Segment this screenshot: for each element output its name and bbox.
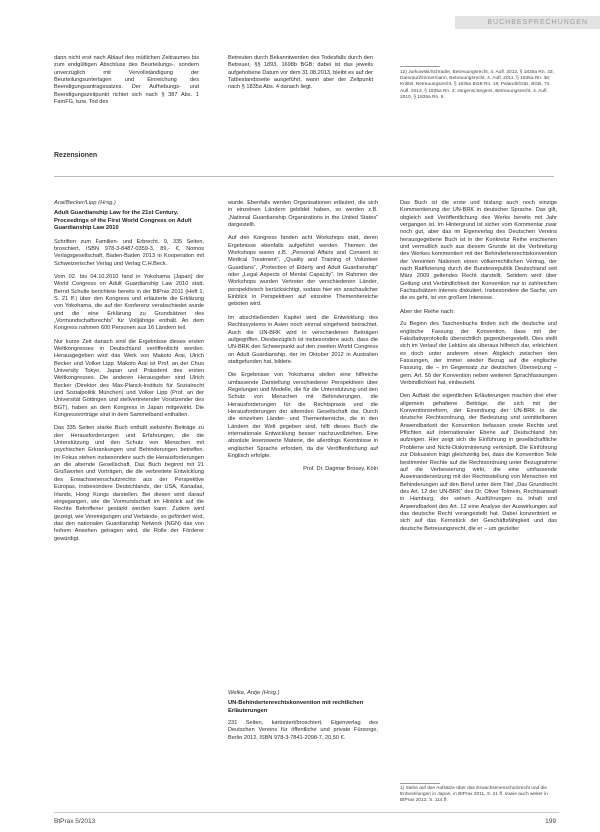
review-1-paragraph-2: Nur kurze Zeit danach sind die Ergebnisse dieses ersten Weltkongresses in Deutschland veröffentlicht worden. Herausgegeben wird das Werk von Makoto Arai, Ulrich Becker und Volker Lipp. Makoto Arai ist Prof. an der Chuo University Tokyo, Japan und Präsident des ersten Weltkongresses. Die anderen Herausgeber sind Ulrich Becker (Direktor des Max-Planck-Instituts für Sozialrecht und Sozialpolitik München) und Volker Lipp (Prof. an der Universität Göttingen und stellvertretender Vorsitzender des BGT), haben an dem Kongress in Japan mitgewirkt. Die Kongressvorträge sind in dem Sammelband enthalten. xyxy=(54,338,204,419)
review-1-column-1 xyxy=(54,200,204,543)
review-2-paragraph-3: Den Auftakt der eigentlichen Erläuterungen machen drei eher allgemein gehaltene Beiträge, die sich mit der Konventionsreform, der Einordnung der UN-BRK in die deutsche Rechtsordnung, der Bedeutung und unmittelbaren Anwendbarkeit der Konvention befassen sowie Rechte und Pflichten auf internationaler Ebene auf Deutschland hin aufzeigen. Hier zeigt sich die Einführung in gesellschaftliche Probleme und Nicht-Diskriminierung verknüpft. Die Einführung zur Diskussion trägt gleichzeitig bei, dass die Konvention Teile bestimmter Rechte auf die Rechtsordnung unter Bezugnahme auf die Verbesserung wirkt, die eine umfassende Auseinandersetzung mit der Rechtsstellung von Menschen mit Behinderungen auf den Beruf unter dem Titel „Das Grundrecht des Art. 12 der UN-BRK“ des Dr. Oliver Tolmein, Rechtsanwalt in Hamburg, der seinen Ausführungen zu Inhalt und Anwendbarkeit des Art. 12 eine Analyse der Auswirkungen auf das deutsche Recht vorangestellt hat. Dabei konzentriert er sich auf das Kernstück der Geschäftsfähigkeit und das deutsche Betreuungsrecht, die er – um gezielter xyxy=(400,393,557,532)
review-1-paragraph-3: Das 335 Seiten starke Buch enthält siebzehn Beiträge zu den Herausforderungen und Erfahrungen, die die Unterstützung und den Schutz von Menschen mit psychischen Erkrankungen und Behinderungen betreffen. Im Fokus stehen insbesondere auch die Herausforderungen an die alternde Gesellschaft. Das Buch beginnt mit 21 Grußworten und Vorträgen, die die verbreitete Entwicklung des Erwachsenenschutzrechts aus der Perspektive Europas, insbesondere Deutschlands, der USA, Kanadas, Irlands, Hong Kongs darstellen. Bei diesen wird darauf eingegangen, wie die Vormundschaft im Hinblick auf die Rechte Betroffener gestärkt werden kann. Zudem wird gezeigt, wie Vereinigungen und Verbände, so gefördert wird, das den nationalen Guardianship Network (NGN) das von hohem Ansehen getragen wird, die Rolle der Förderer gewürdigt. xyxy=(54,425,204,542)
review-2-paragraph-2: Zu Beginn des Taschenbuchs finden sich die deutsche und englische Fassung der Konvention, dass mit der Fakultativprotokolls übersichtlich gegenübergestellt. Dies stellt sich im Verlauf der Lektüre als überaus hilfreich dar, erleichtert es doch unter anderem einen Abgleich zwischen den Fassungen, der immer wieder Bezug auf die englische Fassung, die – im Gegensatz zur deutschen Übersetzung – gem. Art. 50 der Konvention neben weiteren Sprachfassungen Verbindlichkeit hat, einbezieht. xyxy=(400,321,557,387)
review-2-title: UN-Behindertenrechtskonvention mit rechtlichen Erläuterungen xyxy=(228,700,364,714)
review-2-footnote-rule xyxy=(400,783,440,784)
review-2-meta: 231 Seiten, kartoniert/broschiert, Eigenverlag des Deutschen Vereins für öffentliche und private Fürsorge, Berlin 2012, ISBN 978-3-7841-2098-7, 20,50 €. xyxy=(228,720,378,741)
page-number: 199 xyxy=(545,818,556,825)
review-1-column-2 xyxy=(228,200,378,472)
review-2-author: Welke, Antje (Hrsg.) xyxy=(228,690,280,696)
section-divider xyxy=(54,176,554,177)
review-1-paragraph-1: Vom 02. bis 04.10.2010 fand in Yokohama (Japan) der World Congress on Adult Guardianship Law 2010 statt. Bernd Schulte berichtete bereits in der BtPrax 2011 (Heft 1, S. 21 ff.) über den Kongress und erläuterte die Erklärung von Yokohama, die auf der Konferenz verabschiedet wurde und die eine Erklärung zu Grundsätzen des „Vormundschaftsrechts“ für Volljährige enthält. An dem Kongress nahmen 600 Personen aus 16 Ländern teil. xyxy=(54,273,204,332)
footer-journal-issue: BtPrax 5/2013 xyxy=(54,818,96,825)
footer-rule xyxy=(54,812,559,813)
review-1-meta: Schriften zum Familien- und Erbrecht, 9, 335 Seiten, broschiert, ISBN 978-3-8487-0359-3, 89,- €, Nomos Verlagsgesellschaft, Baden-Baden 2013 in Kooperation mit Schweizerischer Verlag und Verlag C.H.Beck. xyxy=(54,238,204,267)
review-1-column-2-text: wurde. Ebenfalls werden Organisationen erläutert, die sich in einzelnen Ländern gebildet haben, so werden z.B. „National Guardianship Organizations in the United States“ dargestellt. xyxy=(228,200,378,229)
journal-header: BUCHBESPRECHUNGEN xyxy=(487,19,588,26)
review-1-title: Adult Guardianship Law for the 21st Century. Proceedings of the First World Congress on Adult Guardianship Law 2010 xyxy=(54,210,192,231)
review-1-conclusion-text: Die Ergebnisse von Yokohama stellen eine hilfreiche umfassende Darstellung verschiedener Perspektiven über Regelungen und Modelle, die für die Unterstützung und den Schutz von Menschen mit Behinderungen, die Herausforderungen für die Rechtspraxis und die Herausforderungen der alternden Gesellschaft dar. Durch die einzelnen Länder- und Themenbereiche, die in den Ländern der Welt gegeben sind, hilft dieses Buch die internationale Entwicklung besser nachzuvollziehen. Eine absolute lesenswerte Materie, die allerdings Kenntnisse in englischer Sprache erfordert, da die Veröffentlichung auf Englisch erfolgte. xyxy=(228,372,378,459)
review-2-header xyxy=(228,690,378,742)
top-column-1: dann nicht erst nach Ablauf des mütlichen Zeitraumes bis zum endgültigen Abschluss des Beurteilungs-, sondern unverzüglich mit Vervollständigung der Beurteilungsunterlagen und Einreichung des Beendigungsantragssatzes. Der Aufhebungs- und Beendigungszeitpunkt richtet sich nach § 387 Abs. 1 FamFG, bzw. Tod des xyxy=(54,55,199,106)
review-1-workshops-text: Auf den Kongress fanden acht Workshops statt, deren Ergebnisse ebenfalls aufgeführt werden. Themen der Workshops waren z.B. „Personal Affairs and Consent to Medical Treatment“, „Quality and Training of Volunteer Guardians“, „Protection of Elderly and Adult Guardianship“ oder „Legal Aspects of Mental Capacity“. Im Rahmen der Workshops wurden Vertreter der verschiedenen Länder, perspektivisch berücksichtigt, sodass hier ein anschaulicher Einblick in Perspektiven auf einzelne Themenbereiche geboten wird. xyxy=(228,235,378,308)
review-2-subheading: Aber der Reihe nach: xyxy=(400,308,455,315)
review-1-author: Arai/Becker/Lipp (Hrsg.) xyxy=(54,200,116,206)
top-footnote: 12) Jurkowski/Schrader, Betreuungsrecht, 4. Aufl. 2012, § 1835a Rn. 33; Damrau/Zimmermann, Betreuungsrecht, 4. Aufl. 2011, § 1835a Rn. 36; Knittel, Betreuungsrecht, § 1835a BGB Rn. 18; Palandt/Götz, BGB, 72. Aufl. 2013, § 1835a Rn. 3; Jürgens/Jürgens, Betreuungsrecht, 4. Aufl. 2010, § 1835a Rn. 8. xyxy=(400,70,554,100)
section-title: Rezensionen xyxy=(54,152,98,159)
top-column-2: Betreuten durch Bekanntwerden des Todesfalls durch den Betreuer, §§ 1893, 1698b BGB; dabei ist das jeweils aufgehobene Datum vor dem 31.08.2013, bleibt es auf der Tatbestandsseite ausgeführt, wann aber der Zeitpunkt nach § 1835a Abs. 4 danach liegt. xyxy=(228,55,373,91)
review-2-column-3 xyxy=(400,200,557,533)
review-1-asia-text: Im abschließenden Kapitel wird die Entwicklung des Rechtssystems in Asien noch einmal eingehend betrachtet. Auch die UN-BRK wird in verschiedenen Beiträgen aufgegriffen. Diesbezüglich ist insbesondere auch, dass die UN-BRK den Schwerpunkt auf den zweiten World Congress on Adult Guardianship, der im Oktober 2012 in Australien stattgefunden hat, bildete. xyxy=(228,314,378,365)
review-1-signature: Prof. Dr. Dagmar Brosey, Köln xyxy=(303,466,378,473)
review-2-paragraph-1: Das Buch ist die erste und bislang auch noch einzige Kommentierung der UN-BRK in deutscher Sprache. Das gilt, obgleich seit Veröffentlichung des Werks bereits mit Jahr vergangen ist. Im Hintergrund ist sicher vom Kommentar zwar noch gut, aber das im Eigenverlag des Deutschen Vereins herausgegebene Buch ist in der Konkretur Reihe erschienen und vermutlich auch aus diesem Grunde ist die Verbreitung des Werkes kommentiert mit der Behindertenrechtskonvention der Vereinten Nationen einen völkerrechtlichen Vertrag, der nach Ratifizierung durch die Bundesrepublik Deutschland seit März 2009 geltendes Recht darstellt. Seitdem wird über Geltung und Verbindlichkeit der Konvention nur in zahlreichen Fachaufsätzen intensiv diskutiert. Insbesondere die Sache, um die es geht, ist von großem Interesse. xyxy=(400,200,557,302)
review-2-footnote: 1) Siehe auf den Aufsätze über das Erwachsenenschutzrecht und die Entwicklungen in Japan, in BtPrax 2011, S. 21 ff. sowie auch weiter in BtPrax 2013, S. 114 ff. xyxy=(400,786,548,804)
footnote-rule xyxy=(400,66,440,67)
